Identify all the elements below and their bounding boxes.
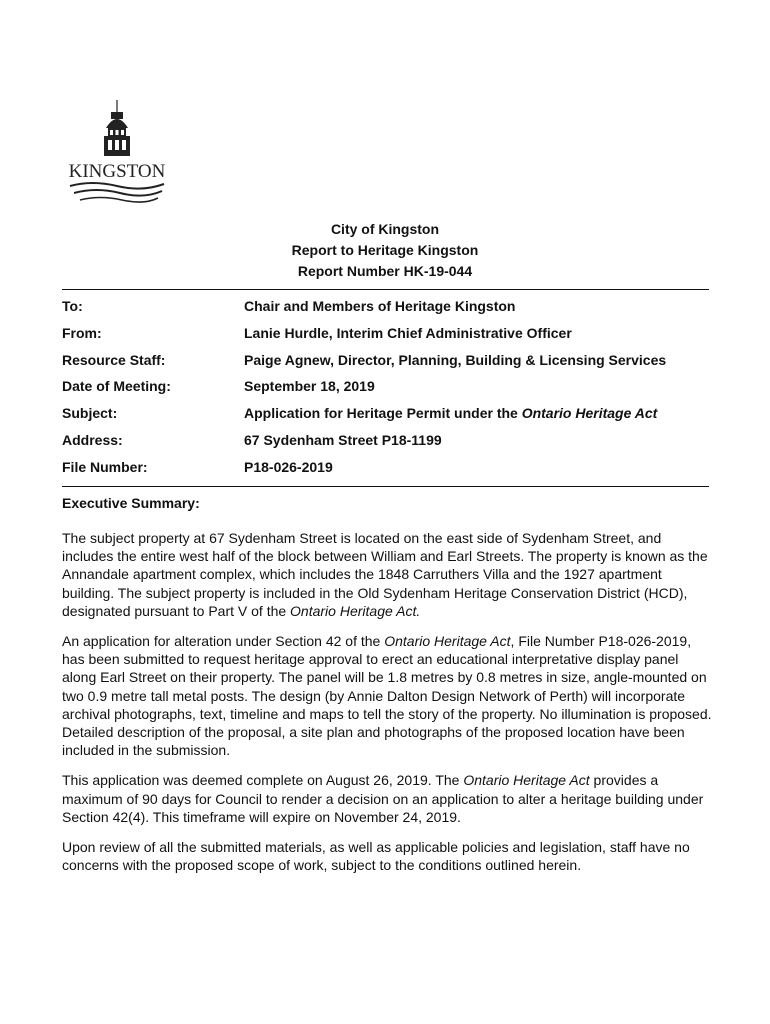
meta-label: File Number: xyxy=(62,458,148,475)
paragraph-text: provides a maximum of 90 days for Council to render a decision on an application to alter a heritage building under Section 42(4). This timeframe will expire on November 24, 2019. xyxy=(62,772,704,825)
meta-value: Lanie Hurdle, Interim Chief Administrative Officer xyxy=(244,324,572,341)
meta-label: Resource Staff: xyxy=(62,351,166,368)
top-divider xyxy=(62,289,709,290)
bottom-divider xyxy=(62,486,709,487)
summary-paragraph xyxy=(62,529,712,620)
subject-text: Application for Heritage Permit under the xyxy=(244,405,522,422)
meta-row-to xyxy=(62,296,712,323)
kingston-crest-icon xyxy=(62,98,172,210)
header-report-to: Report to Heritage Kingston xyxy=(291,242,479,258)
report-header xyxy=(0,219,770,282)
paragraph-text: , File Number P18-026-2019, has been submitted to request heritage approval to erect an educational interpretative display panel along Earl Street on their property. The panel will be 1.8 metres by 0.8 metres in size, angle-mounted on two 0.9 metre tall metal posts. The design (by Annie Dalton Design Network of Perth) will incorporate archival photographs, text, timeline and maps to tell the story of the property. No illumination is proposed. Detailed description of the proposal, a site plan and photographs of the proposed location have been included in the submission. xyxy=(62,633,712,759)
meta-label: Date of Meeting: xyxy=(62,378,171,395)
paragraph-text: An application for alteration under Section 42 of the xyxy=(62,633,385,650)
paragraph-text: The subject property at 67 Sydenham Street is located on the east side of Sydenham Street, and includes the entire west half of the block between William and Earl Streets. The property is known as the Annandale apartment complex, which includes the 1848 Carruthers Villa and the 1927 apartment building. The subject property is included in the Old Sydenham Heritage Conservation District (HCD), designated pursuant to Part V of the xyxy=(62,530,708,619)
act-name: Ontario Heritage Act xyxy=(463,772,590,789)
meta-row-file-number xyxy=(62,457,712,484)
act-name: Ontario Heritage Act. xyxy=(290,602,421,619)
city-of-kingston-logo xyxy=(62,98,172,210)
meta-value: Chair and Members of Heritage Kingston xyxy=(244,298,516,314)
meta-row-resource-staff xyxy=(62,350,712,377)
executive-summary-heading: Executive Summary: xyxy=(62,495,200,511)
header-report-number: Report Number HK-19-044 xyxy=(297,263,473,279)
meta-label: Address: xyxy=(62,431,123,448)
meta-value: Paige Agnew, Director, Planning, Building & Licensing Services xyxy=(244,351,667,368)
meta-label: From: xyxy=(62,324,102,341)
header-city: City of Kingston xyxy=(330,221,440,237)
meta-value: September 18, 2019 xyxy=(244,378,375,395)
subject-act-name: Ontario Heritage Act xyxy=(521,405,658,422)
paragraph-text: This application was deemed complete on August 26, 2019. The xyxy=(62,772,464,789)
meta-row-from xyxy=(62,323,712,350)
logo-wordmark: KINGSTON xyxy=(68,161,166,182)
meta-value: P18-026-2019 xyxy=(244,458,333,475)
meta-value: 67 Sydenham Street P18-1199 xyxy=(244,431,442,448)
meta-row-date xyxy=(62,376,712,403)
summary-paragraph xyxy=(62,771,712,826)
executive-summary-body xyxy=(62,529,712,886)
meta-label: To: xyxy=(62,298,83,314)
meta-row-address xyxy=(62,430,712,457)
meta-value xyxy=(244,403,657,423)
summary-paragraph xyxy=(62,838,712,874)
meta-label: Subject: xyxy=(62,405,118,422)
paragraph-text: Upon review of all the submitted materials, as well as applicable policies and legislation, staff have no concerns with the proposed scope of work, subject to the conditions outlined herein. xyxy=(62,839,690,874)
act-name: Ontario Heritage Act xyxy=(384,633,511,650)
summary-paragraph xyxy=(62,632,712,759)
report-metadata xyxy=(62,296,712,484)
meta-row-subject xyxy=(62,403,712,430)
